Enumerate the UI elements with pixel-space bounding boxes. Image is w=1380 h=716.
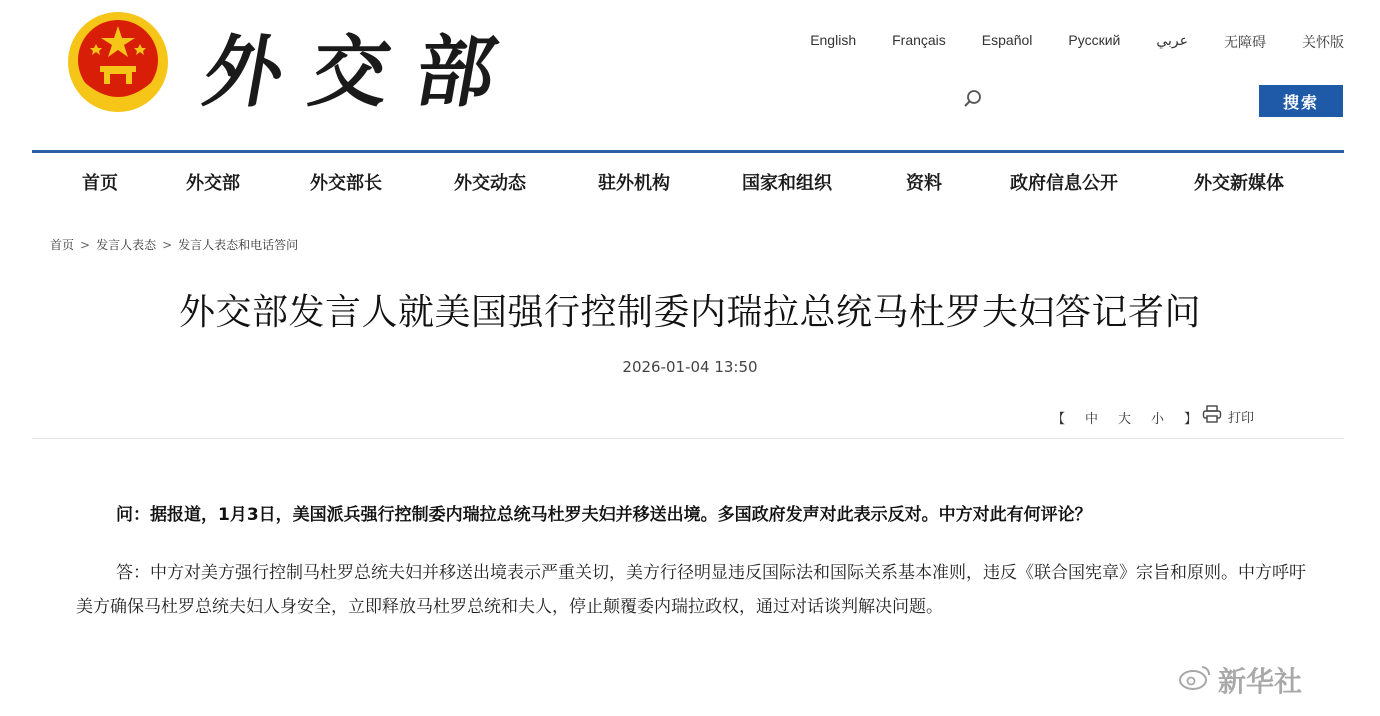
lang-arabic[interactable]: عربي [1156,32,1188,48]
accessibility-link[interactable]: 无障碍 [1224,34,1266,50]
breadcrumb-spokesperson[interactable]: 发言人表态 [96,238,157,252]
main-nav [32,153,1344,209]
elderly-care-link[interactable]: 关怀版 [1302,34,1344,50]
nav-item-minister[interactable]: 外交部长 [310,173,382,194]
font-size-bracket-close: 】 [1184,412,1198,427]
breadcrumb-separator: > [162,237,173,252]
article-title: 外交部发言人就美国强行控制委内瑞拉总统马杜罗夫妇答记者问 [178,292,1201,333]
lang-spanish[interactable]: Español [981,32,1033,48]
print-button[interactable] [1202,405,1254,427]
search-button[interactable]: 搜索 [1259,85,1343,117]
article-date: 2026-01-04 13:50 [622,358,758,376]
font-size-bracket-open: 【 [1052,412,1066,427]
nav-item-gov-info[interactable]: 政府信息公开 [1010,173,1118,194]
breadcrumb [50,236,298,253]
font-size-selector [1052,408,1197,427]
breadcrumb-separator: > [80,237,91,252]
nav-item-activities[interactable]: 外交动态 [454,173,526,194]
lang-english[interactable]: English [810,32,857,48]
search-input[interactable] [990,86,1254,116]
printer-icon [1202,405,1222,427]
search-icon[interactable] [962,88,984,110]
breadcrumb-home[interactable]: 首页 [50,238,75,252]
weibo-icon [1178,663,1212,698]
breadcrumb-current[interactable]: 发言人表态和电话答问 [178,238,299,252]
article-answer: 答：中方对美方强行控制马杜罗总统夫妇并移送出境表示严重关切，美方行径明显违反国际法和国际关系基本准则，违反《联合国宪章》宗旨和原则。中方呼吁美方确保马杜罗总统夫妇人身安全，立即释放马杜罗总统和夫人，停止颠覆委内瑞拉政权，通过对话谈判解决问题。 [76,563,1306,617]
font-size-medium[interactable]: 中 [1085,412,1099,427]
article-question: 问：据报道，1月3日，美国派兵强行控制委内瑞拉总统马杜罗夫妇并移送出境。多国政府发声对此表示反对。中方对此有何评论？ [116,505,1092,525]
font-size-small[interactable]: 小 [1151,412,1165,427]
nav-item-missions[interactable]: 驻外机构 [598,173,670,194]
lang-russian[interactable]: Русский [1068,32,1121,48]
nav-item-home[interactable]: 首页 [82,173,118,194]
nav-item-new-media[interactable]: 外交新媒体 [1194,173,1284,194]
nav-item-ministry[interactable]: 外交部 [186,173,240,194]
nav-item-countries[interactable]: 国家和组织 [742,173,832,194]
print-label: 打印 [1228,410,1255,426]
nav-item-resources[interactable]: 资料 [906,173,942,194]
site-logo[interactable]: 外交部 [196,27,532,118]
watermark-text: 新华社 [1218,665,1303,698]
font-size-large[interactable]: 大 [1118,412,1132,427]
language-bar [774,32,1344,52]
content-divider [32,438,1344,439]
national-emblem-icon [66,10,170,114]
lang-french[interactable]: Français [892,32,946,48]
watermark [1178,660,1302,700]
